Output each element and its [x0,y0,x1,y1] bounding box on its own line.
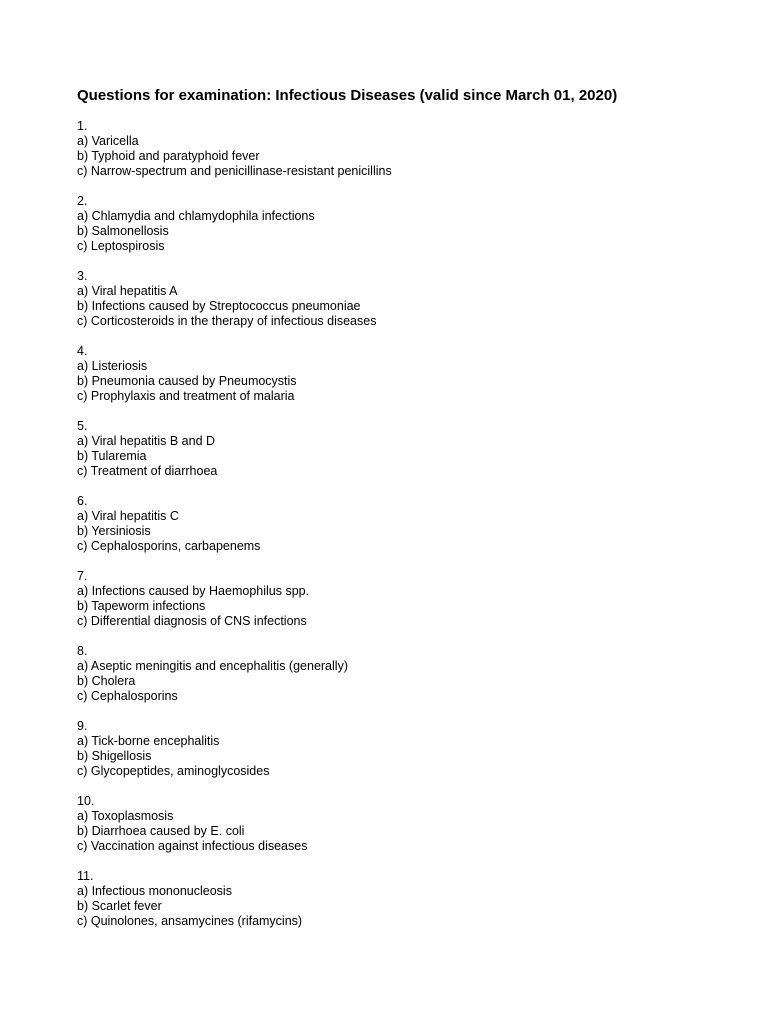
question-item [77,269,737,329]
question-item [77,719,737,779]
question-number: 4. [77,344,88,358]
question-number: 9. [77,719,88,733]
question-option-a: a) Viral hepatitis B and D [77,434,216,448]
question-item [77,494,737,554]
question-option-a: a) Infections caused by Haemophilus spp. [77,584,310,598]
question-option-a: a) Tick-borne encephalitis [77,734,220,748]
question-option-b: b) Cholera [77,674,136,688]
question-option-c: c) Corticosteroids in the therapy of infectious diseases [77,314,377,328]
question-option-a: a) Infectious mononucleosis [77,884,232,898]
question-option-a: a) Chlamydia and chlamydophila infections [77,209,315,223]
question-option-c: c) Cephalosporins [77,689,178,703]
question-option-c: c) Glycopeptides, aminoglycosides [77,764,270,778]
question-option-b: b) Salmonellosis [77,224,169,238]
question-item [77,869,737,929]
question-item [77,194,737,254]
question-option-a: a) Viral hepatitis A [77,284,178,298]
question-number: 3. [77,269,88,283]
question-option-c: c) Differential diagnosis of CNS infections [77,614,307,628]
question-option-c: c) Cephalosporins, carbapenems [77,539,261,553]
question-number: 5. [77,419,88,433]
question-option-a: a) Listeriosis [77,359,148,373]
question-number: 8. [77,644,88,658]
question-option-c: c) Narrow-spectrum and penicillinase-resistant penicillins [77,164,392,178]
question-option-c: c) Vaccination against infectious diseases [77,839,308,853]
question-item [77,644,737,704]
question-option-c: c) Quinolones, ansamycines (rifamycins) [77,914,303,928]
question-option-b: b) Pneumonia caused by Pneumocystis [77,374,297,388]
question-item [77,119,737,179]
question-item [77,344,737,404]
question-option-b: b) Scarlet fever [77,899,162,913]
question-number: 7. [77,569,88,583]
question-option-a: a) Varicella [77,134,139,148]
question-option-c: c) Leptospirosis [77,239,165,253]
question-option-b: b) Tularemia [77,449,147,463]
question-number: 1. [77,119,88,133]
question-option-c: c) Prophylaxis and treatment of malaria [77,389,295,403]
question-option-b: b) Diarrhoea caused by E. coli [77,824,245,838]
question-option-a: a) Toxoplasmosis [77,809,174,823]
question-number: 10. [77,794,95,808]
question-option-a: a) Viral hepatitis C [77,509,179,523]
question-option-b: b) Infections caused by Streptococcus pneumoniae [77,299,361,313]
question-number: 2. [77,194,88,208]
question-option-b: b) Shigellosis [77,749,152,763]
question-list [77,119,737,944]
question-item [77,794,737,854]
question-number: 11. [77,869,94,883]
question-item [77,569,737,629]
question-option-c: c) Treatment of diarrhoea [77,464,218,478]
question-option-b: b) Tapeworm infections [77,599,206,613]
question-option-a: a) Aseptic meningitis and encephalitis (generally) [77,659,348,673]
question-item [77,419,737,479]
question-number: 6. [77,494,88,508]
page-title: Questions for examination: Infectious Diseases (valid since March 01, 2020) [77,87,618,104]
question-option-b: b) Yersiniosis [77,524,151,538]
question-option-b: b) Typhoid and paratyphoid fever [77,149,260,163]
